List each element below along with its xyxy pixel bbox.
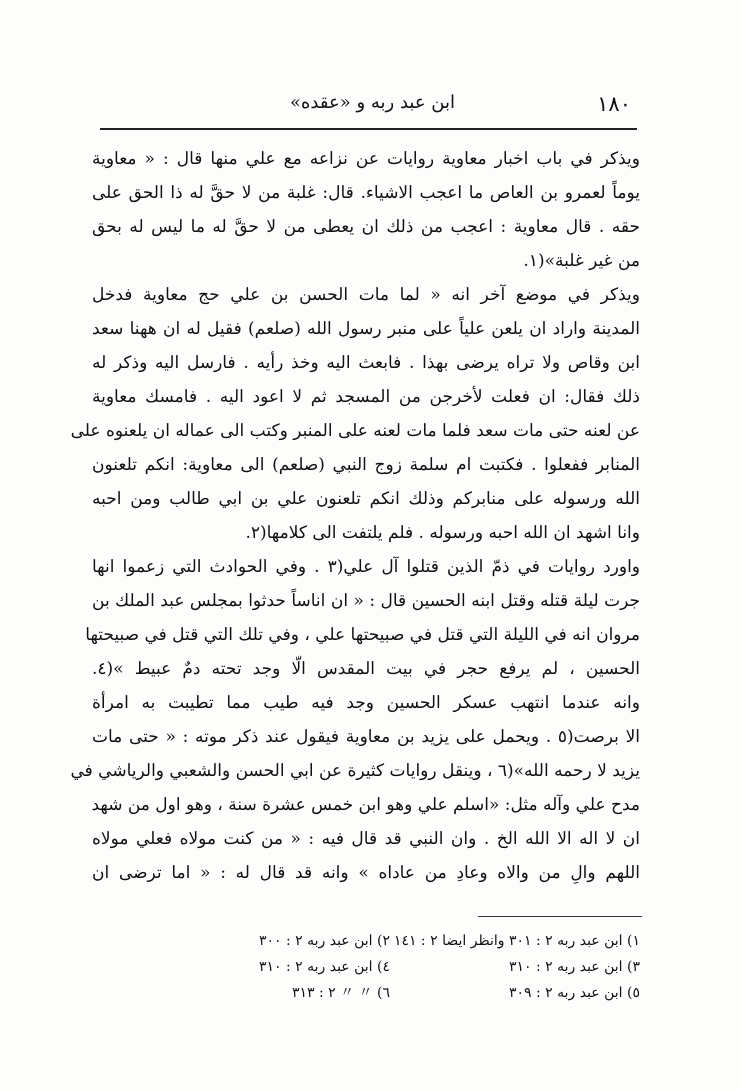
footnote-1: ١) ابن عبد ربه ٢ : ٣٠١ وانظر ايضا ٢ : ١٤١ xyxy=(393,933,640,949)
text-line: عن لعنه حتى مات سعد فلما مات لعنه على المنبر وكتب الى عماله ان يلعنوه على xyxy=(70,421,640,441)
text-line: الله ورسوله على منابركم وذلك انكم تلعنون علي بن ابي طالب ومن احبه xyxy=(92,489,640,509)
text-line: وانا اشهد ان الله احبه ورسوله . فلم يلتفت الى كلامها(٢. xyxy=(245,523,640,543)
text-line: جرت ليلة قتله وقتل ابنه الحسين قال : « ان اناساً حدثوا بمجلس عبد الملك بن xyxy=(92,591,640,611)
text-line: يوماً لعمرو بن العاص ما اعجب الاشياء. قال: غلبة من لا حقَّ له ذا الحق على xyxy=(92,183,640,203)
footnote-row xyxy=(140,928,640,954)
text-line: حقه . قال معاوية : اعجب من ذلك ان يعطى من لا حقَّ له ما ليس له بحق xyxy=(92,217,640,237)
page-header xyxy=(100,88,645,122)
footnote-2: ٢) ابن عبد ربه ٢ : ٣٠٠ xyxy=(258,933,390,949)
text-line: من غير غلبة»(١. xyxy=(523,251,640,271)
text-line: واورد روايات في ذمّ الذين قتلوا آل علي(٣ . وفي الحوادث التي زعموا انها xyxy=(92,557,640,577)
text-line: المنابر ففعلوا . فكتبت ام سلمة زوج النبي (صلعم) الى معاوية: انكم تلعنون xyxy=(92,455,640,475)
page-number: ١٨٠ xyxy=(597,92,631,116)
text-line: مروان انه في الليلة التي قتل في صبيحتها علي ، وفي تلك التي قتل في صبيحتها xyxy=(85,625,640,645)
header-rule xyxy=(100,128,637,130)
text-line: ابن وقاص ولا تراه يرضى بهذا . فابعث اليه وخذ رأيه . فارسل اليه وذكر له xyxy=(92,353,640,373)
text-line: الحسين ، لم يرفع حجر في بيت المقدس الّا وجد تحته دمٌ عبيط »(٤. xyxy=(92,659,640,679)
footnote-4: ٤) ابن عبد ربه ٢ : ٣١٠ xyxy=(258,959,390,975)
text-line: اللهم والِ من والاه وعادِ من عاداه » وانه قد قال له : « اما ترضى ان xyxy=(92,863,640,883)
body-text xyxy=(70,142,640,890)
footnote-3: ٣) ابن عبد ربه ٢ : ٣١٠ xyxy=(508,959,640,975)
footnote-rule xyxy=(478,916,642,917)
footnote-6: ٦) 〃 〃 ٢ : ٣١٣ xyxy=(291,985,390,1001)
text-line: ان لا اله الا الله الخ . وان النبي قد قال فيه : « من كنت مولاه فعلي مولاه xyxy=(92,829,640,849)
text-line: وانه عندما انتهب عسكر الحسين وجد فيه طيب مما تطيبت به امرأة xyxy=(92,693,640,713)
text-line: ويذكر في باب اخبار معاوية روايات عن نزاعه مع علي منها قال : « معاوية xyxy=(92,149,640,169)
text-line: ذلك فقال: ان فعلت لأخرجن من المسجد ثم لا اعود اليه . فامسك معاوية xyxy=(92,387,640,407)
text-line: ويذكر في موضع آخر انه « لما مات الحسن بن علي حج معاوية فدخل xyxy=(92,285,640,305)
text-line: المدينة واراد ان يلعن علياً على منبر رسول الله (صلعم) فقيل له ان ههنا سعد xyxy=(92,319,640,339)
footnote-5: ٥) ابن عبد ربه ٢ : ٣٠٩ xyxy=(508,985,640,1001)
footnotes xyxy=(140,928,640,1006)
text-line: يزيد لا رحمه الله»(٦ ، وينقل روايات كثيرة عن ابي الحسن والشعبي والرياشي في xyxy=(70,761,640,781)
text-line: مدح علي وآله مثل: «اسلم علي وهو ابن خمس عشرة سنة ، وهو اول من شهد xyxy=(91,795,640,815)
running-head: ابن عبد ربه و «عقده» xyxy=(289,92,455,113)
footnote-row xyxy=(140,954,640,980)
text-line: الا برصت(٥ . ويحمل على يزيد بن معاوية فيقول عند ذكر موته : « حتى مات xyxy=(92,727,640,747)
footnote-row xyxy=(140,980,640,1006)
